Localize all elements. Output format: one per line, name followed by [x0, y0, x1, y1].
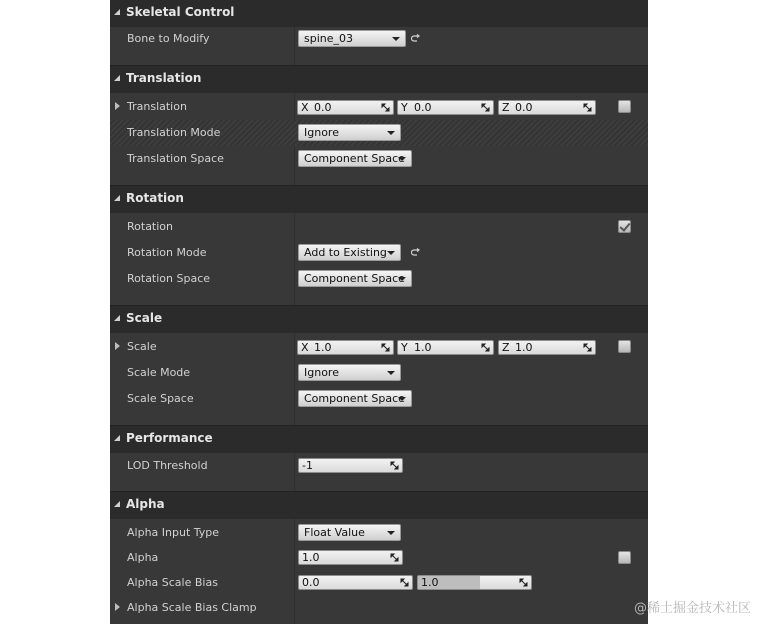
expand-arrow-icon[interactable]: [115, 603, 120, 611]
bone-to-modify-dropdown[interactable]: [298, 30, 406, 47]
row-translation: [110, 94, 648, 120]
alpha-scale-bias-min-field[interactable]: [298, 575, 413, 590]
section-title: Alpha: [126, 497, 165, 511]
translation-z-value: 0.0: [515, 101, 533, 114]
section-title: Scale: [126, 311, 163, 325]
collapse-arrow-icon: [114, 315, 120, 321]
drag-arrow-icon[interactable]: [390, 553, 399, 562]
divider: [110, 491, 648, 492]
chevron-down-icon: [392, 37, 400, 41]
translation-space-label: Translation Space: [127, 152, 224, 165]
row-translation-space: [110, 146, 648, 172]
scale-space-dropdown[interactable]: [298, 390, 412, 407]
section-title: Skeletal Control: [126, 5, 235, 19]
scale-mode-dropdown[interactable]: [298, 364, 401, 381]
translation-mode-dropdown[interactable]: [298, 124, 401, 141]
axis-label-y: Y: [401, 341, 408, 354]
translation-x-value: 0.0: [314, 101, 332, 114]
alpha-scale-bias-clamp-label: Alpha Scale Bias Clamp: [127, 601, 257, 614]
chevron-down-icon: [398, 397, 406, 401]
drag-arrow-icon[interactable]: [481, 343, 490, 352]
drag-arrow-icon[interactable]: [400, 578, 409, 587]
collapse-arrow-icon: [114, 9, 120, 15]
section-title: Translation: [126, 71, 202, 85]
scale-y-value: 1.0: [414, 341, 432, 354]
drag-arrow-icon[interactable]: [381, 343, 390, 352]
axis-label-y: Y: [401, 101, 408, 114]
scale-pin-checkbox[interactable]: [618, 340, 631, 353]
row-rotation: [110, 214, 648, 240]
section-header-translation[interactable]: [110, 66, 648, 93]
row-scale-space: [110, 386, 648, 412]
drag-arrow-icon[interactable]: [390, 461, 399, 470]
rotation-mode-value: Add to Existing: [304, 246, 387, 259]
chevron-down-icon: [398, 277, 406, 281]
expand-arrow-icon[interactable]: [115, 342, 120, 350]
translation-y-field[interactable]: [397, 100, 494, 115]
collapse-arrow-icon: [114, 195, 120, 201]
chevron-down-icon: [387, 131, 395, 135]
alpha-scale-bias-max-value: 1.0: [421, 576, 439, 589]
translation-space-dropdown[interactable]: [298, 150, 412, 167]
translation-x-field[interactable]: [297, 100, 394, 115]
section-header-skeletal-control[interactable]: [110, 0, 648, 27]
section-spacer: [110, 52, 648, 65]
rotation-checkbox[interactable]: [618, 220, 631, 233]
axis-label-z: Z: [502, 341, 510, 354]
row-scale-mode: [110, 360, 648, 386]
bone-to-modify-label: Bone to Modify: [127, 32, 210, 45]
row-alpha-scale-bias: [110, 570, 648, 596]
translation-space-value: Component Space: [304, 152, 405, 165]
row-scale: [110, 334, 648, 360]
collapse-arrow-icon: [114, 75, 120, 81]
rotation-space-label: Rotation Space: [127, 272, 211, 285]
alpha-field[interactable]: [298, 550, 403, 565]
section-header-alpha[interactable]: [110, 492, 648, 519]
reset-to-default-icon[interactable]: [411, 248, 421, 258]
row-translation-mode: [110, 120, 648, 146]
translation-z-field[interactable]: [498, 100, 596, 115]
alpha-value: 1.0: [302, 551, 320, 564]
row-rotation-mode: [110, 240, 648, 266]
row-alpha-scale-bias-clamp: [110, 595, 648, 621]
section-header-scale[interactable]: [110, 306, 648, 333]
translation-mode-label: Translation Mode: [127, 126, 221, 139]
details-panel: [110, 0, 648, 624]
reset-to-default-icon[interactable]: [411, 34, 421, 44]
rotation-space-value: Component Space: [304, 272, 405, 285]
scale-space-label: Scale Space: [127, 392, 194, 405]
checkmark-icon: [619, 220, 630, 232]
watermark: @稀土掘金技术社区: [633, 601, 751, 616]
divider: [110, 305, 648, 306]
drag-arrow-icon[interactable]: [381, 103, 390, 112]
scale-z-field[interactable]: [498, 340, 596, 355]
translation-label: Translation: [127, 100, 187, 113]
chevron-down-icon: [387, 371, 395, 375]
scale-x-value: 1.0: [314, 341, 332, 354]
lod-threshold-field[interactable]: [298, 458, 403, 473]
axis-label-x: X: [301, 101, 309, 114]
scale-mode-label: Scale Mode: [127, 366, 191, 379]
rotation-label: Rotation: [127, 220, 174, 233]
bone-to-modify-value: spine_03: [304, 32, 354, 45]
section-header-rotation[interactable]: [110, 186, 648, 213]
scale-z-value: 1.0: [515, 341, 533, 354]
row-lod-threshold: [110, 453, 648, 479]
rotation-mode-label: Rotation Mode: [127, 246, 207, 259]
scale-space-value: Component Space: [304, 392, 405, 405]
alpha-pin-checkbox[interactable]: [618, 551, 631, 564]
alpha-label: Alpha: [127, 551, 159, 564]
rotation-mode-dropdown[interactable]: [298, 244, 401, 261]
section-title: Performance: [126, 431, 213, 445]
alpha-scale-bias-max-slider[interactable]: [417, 575, 532, 590]
drag-arrow-icon[interactable]: [519, 578, 528, 587]
lod-threshold-label: LOD Threshold: [127, 459, 208, 472]
row-alpha: [110, 545, 648, 571]
chevron-down-icon: [387, 251, 395, 255]
row-bone-to-modify: [110, 26, 648, 52]
translation-mode-value: Ignore: [304, 126, 339, 139]
alpha-input-type-value: Float Value: [304, 526, 365, 539]
section-title: Rotation: [126, 191, 184, 205]
alpha-input-type-dropdown[interactable]: [298, 524, 401, 541]
divider: [110, 185, 648, 186]
drag-arrow-icon[interactable]: [583, 103, 592, 112]
lod-threshold-value: -1: [302, 459, 313, 472]
divider: [110, 65, 648, 66]
rotation-space-dropdown[interactable]: [298, 270, 412, 287]
row-alpha-input-type: [110, 520, 648, 546]
axis-label-z: Z: [502, 101, 510, 114]
alpha-scale-bias-label: Alpha Scale Bias: [127, 576, 218, 589]
scale-x-field[interactable]: [297, 340, 394, 355]
section-header-performance[interactable]: [110, 426, 648, 453]
translation-pin-checkbox[interactable]: [618, 100, 631, 113]
collapse-arrow-icon: [114, 501, 120, 507]
alpha-scale-bias-min-value: 0.0: [302, 576, 320, 589]
drag-arrow-icon[interactable]: [481, 103, 490, 112]
divider: [110, 425, 648, 426]
scale-mode-value: Ignore: [304, 366, 339, 379]
axis-label-x: X: [301, 341, 309, 354]
chevron-down-icon: [387, 531, 395, 535]
drag-arrow-icon[interactable]: [583, 343, 592, 352]
row-rotation-space: [110, 266, 648, 292]
expand-arrow-icon[interactable]: [115, 102, 120, 110]
chevron-down-icon: [398, 157, 406, 161]
collapse-arrow-icon: [114, 435, 120, 441]
scale-label: Scale: [127, 340, 157, 353]
scale-y-field[interactable]: [397, 340, 494, 355]
translation-y-value: 0.0: [414, 101, 432, 114]
alpha-input-type-label: Alpha Input Type: [127, 526, 220, 539]
